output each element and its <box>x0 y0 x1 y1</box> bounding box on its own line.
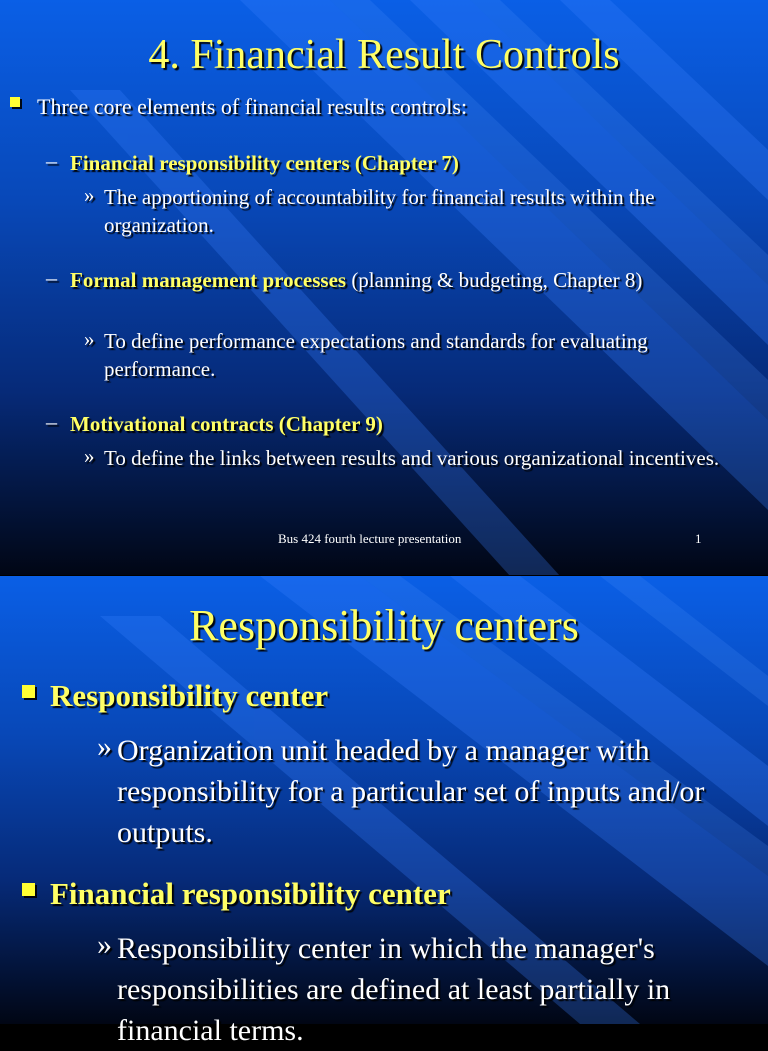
item-heading-emphasis: Formal management processes <box>70 268 347 292</box>
slide-title: Responsibility centers <box>189 601 579 650</box>
detail-bullet-icon: » <box>84 327 95 351</box>
slide-footer: Bus 424 fourth lecture presentation <box>278 531 462 546</box>
item-heading-rest: (planning & budgeting, Chapter 8) <box>346 268 643 292</box>
item-detail: To define performance expectations and standards for evaluating performance. <box>104 329 648 381</box>
item-heading <box>70 149 760 177</box>
dash-bullet: – <box>46 409 57 434</box>
detail-bullet-icon: » <box>97 928 112 961</box>
item-heading-emphasis: Financial responsibility centers (Chapter 7) <box>70 151 459 175</box>
dash-bullet: – <box>46 265 57 290</box>
intro-text: Three core elements of financial results controls: <box>37 94 468 119</box>
slide-title: 4. Financial Result Controls <box>148 32 620 78</box>
square-bullet-icon <box>22 883 35 896</box>
square-bullet-icon <box>22 685 35 698</box>
square-bullet-icon <box>10 97 20 107</box>
item-heading: Financial responsibility center <box>50 876 451 911</box>
item-heading: Responsibility center <box>50 678 329 713</box>
item-heading <box>70 266 750 294</box>
detail-bullet-icon: » <box>84 183 95 207</box>
detail-bullet-icon: » <box>97 730 112 763</box>
item-detail: Responsibility center in which the manager's responsibilities are defined at least partially in financial terms. <box>117 932 671 1047</box>
item-detail: To define the links between results and various organizational incentives. <box>104 446 720 470</box>
page-number: 1 <box>695 531 702 546</box>
dash-bullet: – <box>46 148 57 173</box>
detail-bullet-icon: » <box>84 444 95 468</box>
item-heading-emphasis: Motivational contracts (Chapter 9) <box>70 412 383 436</box>
item-detail: The apportioning of accountability for financial results within the organization. <box>104 185 655 237</box>
item-heading <box>70 410 760 438</box>
item-detail: Organization unit headed by a manager with responsibility for a particular set of inputs and/or outputs. <box>117 734 705 849</box>
slide-2 <box>0 576 768 1047</box>
